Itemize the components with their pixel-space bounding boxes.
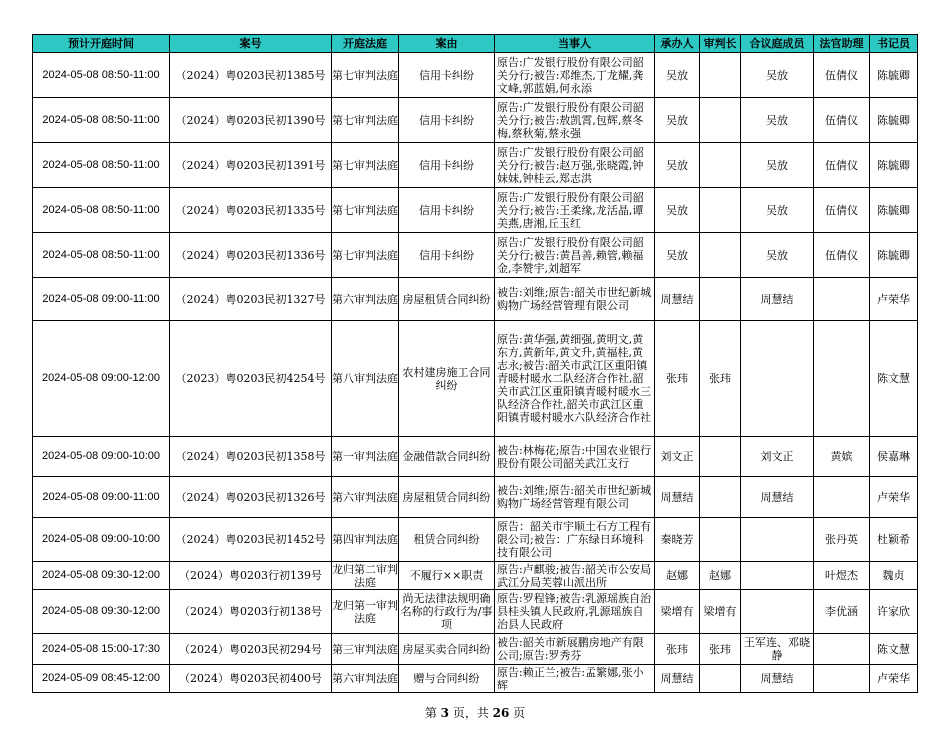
cell-cause: 信用卡纠纷	[399, 233, 495, 278]
header-parties: 当事人	[495, 35, 655, 53]
cell-time: 2024-05-08 09:30-12:00	[33, 562, 170, 590]
cell-time: 2024-05-08 08:50-11:00	[33, 143, 170, 188]
cell-case-number: （2024）粤0203行初139号	[170, 562, 332, 590]
cell-panel	[741, 562, 814, 590]
cell-case-number: （2024）粤0203民初1385号	[170, 53, 332, 98]
cell-assistant	[814, 634, 870, 665]
cell-parties: 原告:广发银行股份有限公司韶关分行;被告:赵万强,张晓霞,钟妹妹,钟桂云,郑志洪	[495, 143, 655, 188]
cell-cause: 信用卡纠纷	[399, 143, 495, 188]
cell-courtroom: 第七审判法庭	[332, 233, 399, 278]
cell-courtroom: 第六审判法庭	[332, 665, 399, 693]
cell-time: 2024-05-08 08:50-11:00	[33, 53, 170, 98]
cell-panel: 周慧结	[741, 665, 814, 693]
cell-time: 2024-05-08 09:00-11:00	[33, 477, 170, 518]
cell-clerk: 杜颖希	[870, 518, 918, 562]
table-row	[33, 321, 918, 437]
footer-middle: 页，共	[449, 706, 493, 720]
cell-chief-judge	[700, 518, 741, 562]
page-footer	[0, 704, 950, 721]
cell-chief-judge	[700, 98, 741, 143]
cell-clerk: 魏贞	[870, 562, 918, 590]
cell-parties: 被告:韶关市新展鹏房地产有限公司;原告:罗秀芬	[495, 634, 655, 665]
cell-case-number: （2024）粤0203民初1452号	[170, 518, 332, 562]
cell-clerk: 许家欣	[870, 590, 918, 634]
table-row	[33, 634, 918, 665]
cell-parties: 原告:黄华强,黄细强,黄明文,黄东方,黄新年,黄文升,黄福桂,黄志永;被告:韶关市武江区重阳镇青暖村暖水二队经济合作社,韶关市武江区重阳镇青暖村暖水三队经济合作社,韶关市武江区重阳镇青暖村暖水六队经济合作社	[495, 321, 655, 437]
cell-panel	[741, 518, 814, 562]
cell-courtroom: 第六审判法庭	[332, 477, 399, 518]
cell-handler: 张玮	[655, 634, 700, 665]
cell-panel: 吴放	[741, 53, 814, 98]
cell-case-number: （2024）粤0203民初1335号	[170, 188, 332, 233]
cell-parties: 原告:广发银行股份有限公司韶关分行;被告:邓维杰,丁龙耀,龚文峰,郭蓝娟,何永添	[495, 53, 655, 98]
cell-case-number: （2024）粤0203民初1327号	[170, 278, 332, 321]
cell-assistant: 伍倩仪	[814, 98, 870, 143]
cell-cause: 农村建房施工合同纠纷	[399, 321, 495, 437]
cell-clerk: 卢荣华	[870, 278, 918, 321]
cell-assistant	[814, 321, 870, 437]
cell-clerk: 陈文慧	[870, 634, 918, 665]
header-cause: 案由	[399, 35, 495, 53]
cell-chief-judge	[700, 233, 741, 278]
cell-handler: 周慧结	[655, 477, 700, 518]
cell-handler: 周慧结	[655, 278, 700, 321]
cell-courtroom: 第七审判法庭	[332, 188, 399, 233]
cell-case-number: （2024）粤0203行初138号	[170, 590, 332, 634]
cell-chief-judge: 张玮	[700, 321, 741, 437]
cell-case-number: （2024）粤0203民初400号	[170, 665, 332, 693]
cell-chief-judge	[700, 437, 741, 477]
cell-parties: 原告:赖正兰;被告:孟繁娜,张小辉	[495, 665, 655, 693]
table-row	[33, 437, 918, 477]
cell-assistant: 李优涵	[814, 590, 870, 634]
cell-panel: 吴放	[741, 188, 814, 233]
table-row	[33, 98, 918, 143]
cell-clerk: 陈毓卿	[870, 233, 918, 278]
cell-cause: 房屋租赁合同纠纷	[399, 477, 495, 518]
cell-courtroom: 第七审判法庭	[332, 98, 399, 143]
cell-cause: 信用卡纠纷	[399, 188, 495, 233]
header-clerk: 书记员	[870, 35, 918, 53]
header-case-number: 案号	[170, 35, 332, 53]
cell-time: 2024-05-08 15:00-17:30	[33, 634, 170, 665]
cell-handler: 吴放	[655, 98, 700, 143]
cell-panel	[741, 321, 814, 437]
cell-courtroom: 第七审判法庭	[332, 143, 399, 188]
cell-cause: 尚无法律法规明确名称的行政行为/事项	[399, 590, 495, 634]
cell-cause: 信用卡纠纷	[399, 98, 495, 143]
cell-courtroom: 第四审判法庭	[332, 518, 399, 562]
cell-cause: 房屋买卖合同纠纷	[399, 634, 495, 665]
cell-clerk: 陈毓卿	[870, 143, 918, 188]
table-row	[33, 233, 918, 278]
cell-assistant: 叶煜杰	[814, 562, 870, 590]
cell-parties: 原告:广发银行股份有限公司韶关分行;被告:黄昌善,赖管,赖福金,李赞宇,刘超军	[495, 233, 655, 278]
table-row	[33, 562, 918, 590]
cell-courtroom: 龙归第一审判法庭	[332, 590, 399, 634]
cell-assistant: 伍倩仪	[814, 143, 870, 188]
cell-cause: 不履行××职责	[399, 562, 495, 590]
cell-chief-judge: 赵娜	[700, 562, 741, 590]
cell-clerk: 陈毓卿	[870, 98, 918, 143]
header-handler: 承办人	[655, 35, 700, 53]
cell-cause: 赠与合同纠纷	[399, 665, 495, 693]
cell-cause: 租赁合同纠纷	[399, 518, 495, 562]
hearing-schedule-table	[32, 34, 918, 693]
cell-handler: 张玮	[655, 321, 700, 437]
cell-handler: 刘文正	[655, 437, 700, 477]
cell-parties: 被告:刘维;原告:韶关市世纪新城购物广场经营管理有限公司	[495, 477, 655, 518]
cell-clerk: 卢荣华	[870, 665, 918, 693]
table-row	[33, 477, 918, 518]
cell-panel: 周慧结	[741, 477, 814, 518]
table-row	[33, 278, 918, 321]
cell-handler: 吴放	[655, 188, 700, 233]
cell-courtroom: 第七审判法庭	[332, 53, 399, 98]
cell-chief-judge	[700, 188, 741, 233]
table-row	[33, 143, 918, 188]
cell-assistant	[814, 665, 870, 693]
cell-panel: 吴放	[741, 143, 814, 188]
header-chief-judge: 审判长	[700, 35, 741, 53]
cell-time: 2024-05-08 08:50-11:00	[33, 233, 170, 278]
cell-chief-judge: 张玮	[700, 634, 741, 665]
header-panel: 合议庭成员	[741, 35, 814, 53]
cell-chief-judge	[700, 665, 741, 693]
header-assistant: 法官助理	[814, 35, 870, 53]
cell-panel: 周慧结	[741, 278, 814, 321]
cell-case-number: （2024）粤0203民初1336号	[170, 233, 332, 278]
cell-assistant: 伍倩仪	[814, 53, 870, 98]
cell-case-number: （2024）粤0203民初294号	[170, 634, 332, 665]
cell-chief-judge: 梁增有	[700, 590, 741, 634]
cell-case-number: （2024）粤0203民初1358号	[170, 437, 332, 477]
footer-page-number: 3	[440, 706, 449, 720]
cell-courtroom: 第三审判法庭	[332, 634, 399, 665]
cell-case-number: （2024）粤0203民初1326号	[170, 477, 332, 518]
cell-panel: 王军连、邓晓静	[741, 634, 814, 665]
cell-time: 2024-05-08 09:00-10:00	[33, 437, 170, 477]
cell-case-number: （2023）粤0203民初4254号	[170, 321, 332, 437]
table-row	[33, 188, 918, 233]
cell-panel: 吴放	[741, 233, 814, 278]
cell-parties: 原告:罗程锋;被告:乳源瑶族自治县桂头镇人民政府,乳源瑶族自治县人民政府	[495, 590, 655, 634]
cell-clerk: 陈毓卿	[870, 188, 918, 233]
cell-time: 2024-05-08 09:00-10:00	[33, 518, 170, 562]
cell-chief-judge	[700, 477, 741, 518]
cell-chief-judge	[700, 143, 741, 188]
cell-clerk: 侯嘉琳	[870, 437, 918, 477]
cell-assistant: 伍倩仪	[814, 233, 870, 278]
header-courtroom: 开庭法庭	[332, 35, 399, 53]
cell-time: 2024-05-09 08:45-12:00	[33, 665, 170, 693]
cell-chief-judge	[700, 53, 741, 98]
cell-case-number: （2024）粤0203民初1391号	[170, 143, 332, 188]
cell-time: 2024-05-08 09:00-12:00	[33, 321, 170, 437]
cell-courtroom: 龙归第二审判法庭	[332, 562, 398, 589]
cell-courtroom: 第一审判法庭	[332, 437, 399, 477]
cell-handler: 秦晓芳	[655, 518, 700, 562]
cell-handler: 吴放	[655, 233, 700, 278]
cell-assistant: 伍倩仪	[814, 188, 870, 233]
cell-time: 2024-05-08 08:50-11:00	[33, 98, 170, 143]
cell-panel: 吴放	[741, 98, 814, 143]
table-row	[33, 590, 918, 634]
cell-parties: 原告:广发银行股份有限公司韶关分行;被告:敖凯霄,包辉,蔡冬梅,蔡秋菊,蔡永强	[495, 98, 655, 143]
cell-assistant: 张丹英	[814, 518, 870, 562]
cell-parties: 被告:刘维;原告:韶关市世纪新城购物广场经营管理有限公司	[495, 278, 655, 321]
cell-case-number: （2024）粤0203民初1390号	[170, 98, 332, 143]
cell-parties: 原告:卢麒骏;被告:韶关市公安局武江分局芙蓉山派出所	[495, 562, 655, 590]
cell-handler: 吴放	[655, 143, 700, 188]
table-header-row	[33, 35, 918, 53]
cell-courtroom: 第八审判法庭	[332, 321, 399, 437]
cell-handler: 赵娜	[655, 562, 700, 590]
cell-assistant	[814, 477, 870, 518]
cell-clerk: 陈毓卿	[870, 53, 918, 98]
cell-assistant: 黄嫔	[814, 437, 870, 477]
cell-handler: 梁增有	[655, 590, 700, 634]
table-row	[33, 518, 918, 562]
cell-handler: 周慧结	[655, 665, 700, 693]
cell-parties: 原告：韶关市宇顺土石方工程有限公司;被告：广东绿日环境科技有限公司	[495, 518, 655, 562]
footer-total-pages: 26	[492, 706, 510, 720]
cell-time: 2024-05-08 08:50-11:00	[33, 188, 170, 233]
cell-courtroom: 第六审判法庭	[332, 278, 399, 321]
header-time: 预计开庭时间	[33, 35, 170, 53]
cell-time: 2024-05-08 09:30-12:00	[33, 590, 170, 634]
cell-chief-judge	[700, 278, 741, 321]
cell-cause: 信用卡纠纷	[399, 53, 495, 98]
cell-cause: 房屋租赁合同纠纷	[399, 278, 495, 321]
footer-suffix: 页	[509, 706, 526, 720]
cell-clerk: 陈文慧	[870, 321, 918, 437]
cell-clerk: 卢荣华	[870, 477, 918, 518]
cell-panel: 刘文正	[741, 437, 814, 477]
table-row	[33, 53, 918, 98]
cell-parties: 原告:广发银行股份有限公司韶关分行;被告:王柔缘,龙活晶,谭美燕,唐湘,丘玉红	[495, 188, 655, 233]
cell-cause: 金融借款合同纠纷	[399, 437, 495, 477]
table-row	[33, 665, 918, 693]
footer-prefix: 第	[424, 706, 441, 720]
cell-assistant	[814, 278, 870, 321]
cell-time: 2024-05-08 09:00-11:00	[33, 278, 170, 321]
cell-panel	[741, 590, 814, 634]
cell-handler: 吴放	[655, 53, 700, 98]
cell-parties: 被告:林梅花;原告:中国农业银行股份有限公司韶关武江支行	[495, 437, 655, 477]
